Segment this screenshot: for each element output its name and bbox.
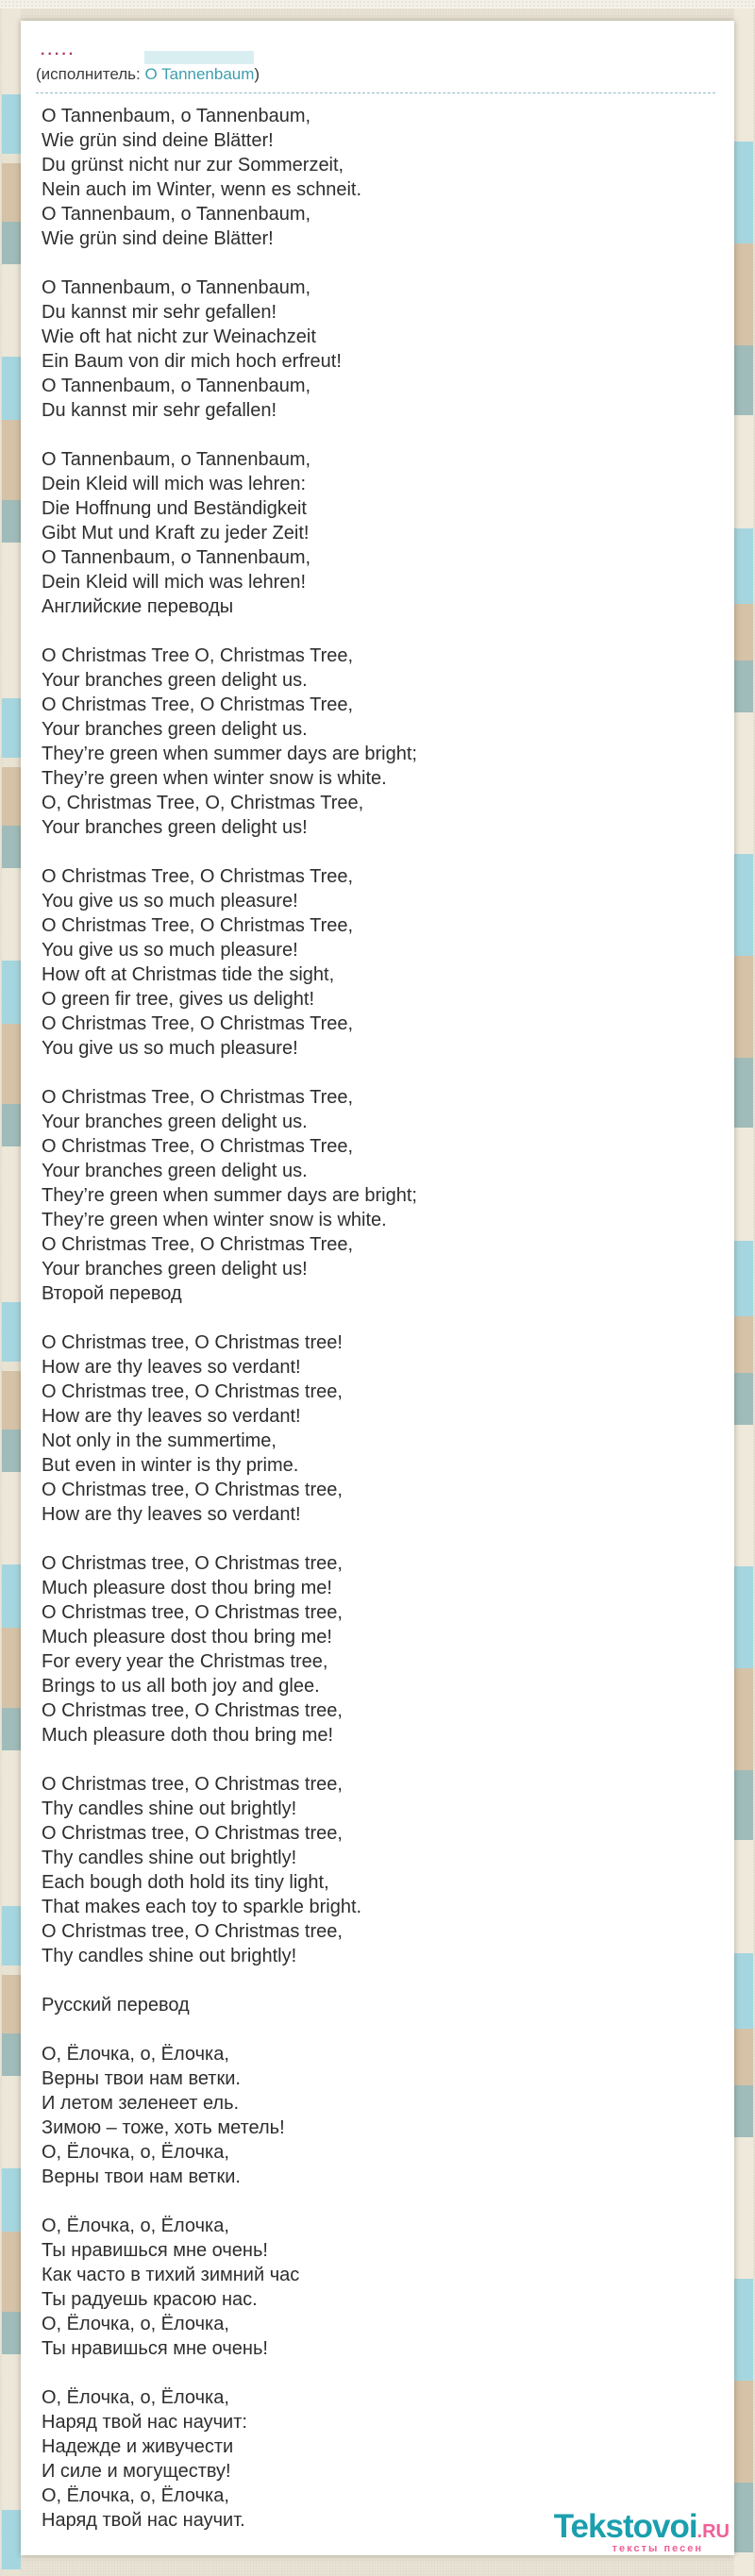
lyric-line: И летом зеленеет ель. (42, 2093, 240, 2114)
lyric-line: Наряд твой нас научит: (42, 2412, 247, 2433)
lyric-line: Wie oft hat nicht zur Weinachzeit (42, 326, 316, 347)
lyric-line: О, Ёлочка, о, Ёлочка, (42, 2485, 229, 2506)
lyric-line: Gibt Mut und Kraft zu jeder Zeit! (42, 523, 310, 544)
lyric-verse (42, 2214, 717, 2361)
lyric-line: For every year the Christmas tree, (42, 1651, 328, 1672)
lyric-line: O Christmas tree, O Christmas tree, (42, 1700, 343, 1721)
lyric-line: You give us so much pleasure! (42, 940, 298, 961)
lyric-line: Each bough doth hold its tiny light, (42, 1872, 329, 1893)
lyric-line: Надежде и живучести (42, 2436, 234, 2457)
lyric-line: Русский перевод (42, 1995, 190, 2016)
lyric-line: O Christmas tree, O Christmas tree, (42, 1381, 343, 1402)
lyric-line: O Christmas Tree, O Christmas Tree, (42, 1087, 354, 1108)
lyric-line: Dein Kleid will mich was lehren: (42, 474, 307, 494)
lyric-line: That makes each toy to sparkle bright. (42, 1897, 362, 1917)
artist-link[interactable]: O Tannenbaum (144, 65, 255, 83)
lyric-line: Die Hoffnung und Beständigkeit (42, 498, 307, 519)
lyric-line: O Christmas tree, O Christmas tree, (42, 1823, 343, 1844)
lyric-verse (42, 644, 717, 840)
lyric-line: Your branches green delight us. (42, 1112, 308, 1132)
lyric-verse (42, 864, 717, 1061)
lyric-verse (42, 276, 717, 423)
lyric-line: Much pleasure dost thou bring me! (42, 1578, 332, 1598)
lyric-line: Английские переводы (42, 596, 234, 617)
logo-tagline: тексты песен (612, 2543, 703, 2554)
lyric-line: Your branches green delight us! (42, 1259, 308, 1280)
lyric-line: О, Ёлочка, о, Ёлочка, (42, 2142, 229, 2163)
lyric-verse (42, 1551, 717, 1748)
lyric-verse (42, 1330, 717, 1527)
artist-link-wrap (144, 65, 254, 84)
lyric-line: Much pleasure dost thou bring me! (42, 1627, 332, 1648)
lyric-line: O Tannenbaum, o Tannenbaum, (42, 106, 311, 126)
lyric-line: Thy candles shine out brightly! (42, 1946, 297, 1966)
lyric-verse (42, 1993, 717, 2017)
logo-main-text: Tekstovoi (553, 2508, 697, 2545)
lyric-line: They’re green when summer days are bright; (42, 744, 417, 764)
lyrics (36, 104, 717, 2533)
lyric-line: Your branches green delight us! (42, 817, 308, 838)
right-stripe-decoration (734, 0, 753, 2576)
lyric-line: How are thy leaves so verdant! (42, 1357, 301, 1378)
lyric-line: O Christmas Tree O, Christmas Tree, (42, 645, 354, 666)
lyric-line: Thy candles shine out brightly! (42, 1798, 297, 1819)
artist-line (36, 65, 715, 84)
lyric-line: Верны твои нам ветки. (42, 2068, 241, 2089)
lyric-line: O green fir tree, gives us delight! (42, 989, 315, 1010)
lyric-line: But even in winter is thy prime. (42, 1455, 299, 1476)
lyric-line: How are thy leaves so verdant! (42, 1406, 301, 1427)
lyric-line: Ты нравишься мне очень! (42, 2338, 268, 2359)
lyric-line: Wie grün sind deine Blätter! (42, 130, 274, 151)
lyric-line: Much pleasure doth thou bring me! (42, 1725, 334, 1746)
link-highlight-decoration (144, 51, 254, 64)
lyric-line: Ты радуешь красою нас. (42, 2289, 258, 2310)
lyric-line: They’re green when winter snow is white. (42, 1210, 387, 1230)
lyric-line: Ein Baum von dir mich hoch erfreut! (42, 351, 342, 372)
lyric-line: O Christmas tree, O Christmas tree, (42, 1774, 343, 1795)
lyric-line: Your branches green delight us. (42, 719, 308, 740)
lyric-line: Your branches green delight us. (42, 670, 308, 691)
lyric-line: И силе и могуществу! (42, 2461, 231, 2482)
lyric-line: Nein auch im Winter, wenn es schneit. (42, 179, 362, 200)
lyric-line: O Christmas Tree, O Christmas Tree, (42, 1013, 354, 1034)
lyric-verse (42, 1085, 717, 1306)
lyric-line: O Christmas tree, O Christmas tree, (42, 1480, 343, 1500)
lyric-line: Brings to us all both joy and glee. (42, 1676, 320, 1697)
artist-label: (исполнитель: (36, 65, 141, 83)
lyric-line: O Christmas Tree, O Christmas Tree, (42, 915, 354, 936)
lyric-line: O, Christmas Tree, O, Christmas Tree, (42, 793, 364, 813)
lyric-line: O Christmas Tree, O Christmas Tree, (42, 1234, 354, 1255)
song-header (36, 42, 715, 93)
lyric-line: Верны твои нам ветки. (42, 2166, 241, 2187)
lyric-line: Dein Kleid will mich was lehren! (42, 572, 307, 593)
lyric-line: Зимою – тоже, хоть метель! (42, 2117, 285, 2138)
lyric-line: O Christmas tree, O Christmas tree, (42, 1602, 343, 1623)
lyric-line: Du kannst mir sehr gefallen! (42, 400, 277, 421)
lyric-line: O Christmas Tree, O Christmas Tree, (42, 1136, 354, 1157)
lyric-line: O Tannenbaum, o Tannenbaum, (42, 449, 311, 470)
lyric-line: O Christmas tree, O Christmas tree! (42, 1332, 343, 1353)
lyric-line: Your branches green delight us. (42, 1161, 308, 1181)
lyric-line: Наряд твой нас научит. (42, 2510, 245, 2531)
lyric-line: Как часто в тихий зимний час (42, 2265, 300, 2285)
lyric-line: How oft at Christmas tide the sight, (42, 964, 335, 985)
lyric-line: You give us so much pleasure! (42, 891, 298, 912)
lyric-line: Второй перевод (42, 1283, 182, 1304)
lyric-line: Ты нравишься мне очень! (42, 2240, 268, 2261)
lyrics-card (21, 21, 734, 2555)
lyric-line: Du grünst nicht nur zur Sommerzeit, (42, 155, 344, 176)
page-top-texture-band (0, 0, 755, 8)
lyric-line: Thy candles shine out brightly! (42, 1848, 297, 1868)
logo-tld-text: .RU (696, 2521, 730, 2542)
song-title: ..... (41, 42, 76, 59)
lyric-line: O Christmas Tree, O Christmas Tree, (42, 866, 354, 887)
lyric-line: O Christmas Tree, O Christmas Tree, (42, 694, 354, 715)
lyric-verse (42, 2042, 717, 2189)
lyric-line: O Tannenbaum, o Tannenbaum, (42, 204, 311, 225)
lyric-line: They’re green when summer days are bright; (42, 1185, 417, 1206)
lyric-verse (42, 1772, 717, 1968)
lyric-line: O Tannenbaum, o Tannenbaum, (42, 547, 311, 568)
lyric-line: O Tannenbaum, o Tannenbaum, (42, 376, 311, 396)
lyric-line: O Christmas tree, O Christmas tree, (42, 1921, 343, 1942)
artist-label-suffix: ) (254, 65, 260, 83)
lyric-line: О, Ёлочка, о, Ёлочка, (42, 2216, 229, 2236)
lyric-line: O Christmas tree, O Christmas tree, (42, 1553, 343, 1574)
lyric-line: You give us so much pleasure! (42, 1038, 298, 1059)
lyric-line: They’re green when winter snow is white. (42, 768, 387, 789)
lyric-line: Du kannst mir sehr gefallen! (42, 302, 277, 323)
lyric-line: Not only in the summertime, (42, 1430, 277, 1451)
lyric-line: How are thy leaves so verdant! (42, 1504, 301, 1525)
left-stripe-decoration (2, 0, 21, 2576)
lyric-verse (42, 104, 717, 251)
lyric-line: О, Ёлочка, о, Ёлочка, (42, 2387, 229, 2408)
lyric-verse (42, 447, 717, 619)
lyric-line: Wie grün sind deine Blätter! (42, 228, 274, 249)
lyric-line: O Tannenbaum, o Tannenbaum, (42, 277, 311, 298)
lyric-line: О, Ёлочка, о, Ёлочка, (42, 2314, 229, 2334)
site-logo[interactable] (554, 2510, 730, 2554)
lyric-line: О, Ёлочка, о, Ёлочка, (42, 2044, 229, 2065)
